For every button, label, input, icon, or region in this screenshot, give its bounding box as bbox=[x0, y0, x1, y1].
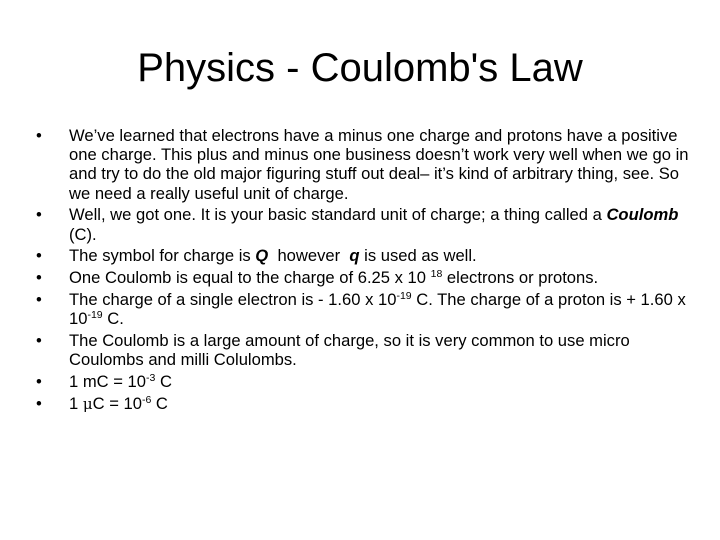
bullet-text: The symbol for charge is bbox=[69, 246, 256, 266]
bullet-text: C. bbox=[102, 309, 124, 329]
bullet-item bbox=[36, 394, 690, 414]
bullet-text: 1 bbox=[69, 393, 83, 413]
micro-symbol: μ bbox=[82, 394, 93, 413]
bullet-item bbox=[36, 126, 690, 203]
bullet-item bbox=[36, 372, 690, 391]
bullet-icon: • bbox=[36, 126, 42, 145]
bullet-text: C = 10 bbox=[92, 393, 142, 413]
bullet-icon: • bbox=[36, 393, 42, 413]
charge-symbol-lower: q bbox=[349, 246, 360, 266]
bullet-icon: • bbox=[36, 246, 42, 266]
bullet-text: Well, we got one. It is your basic standard unit of charge; a thing called a bbox=[69, 205, 607, 225]
bullet-text: C. The charge of a proton is + 1.60 x 10 bbox=[69, 290, 686, 329]
bullet-text: The Coulomb is a large amount of charge, so it is very common to use micro Coulombs and milli Colulombs. bbox=[69, 331, 630, 370]
bullet-text: C bbox=[155, 372, 172, 391]
bullet-text: C bbox=[151, 393, 168, 413]
exponent: -19 bbox=[396, 290, 412, 302]
exponent: -3 bbox=[146, 372, 156, 384]
bullet-item bbox=[36, 290, 690, 328]
exponent: -19 bbox=[87, 309, 103, 322]
coulomb-term: Coulomb bbox=[606, 205, 679, 225]
bullet-icon: • bbox=[36, 372, 42, 391]
bullet-icon: • bbox=[36, 268, 42, 288]
bullet-text: One Coulomb is equal to the charge of 6.25 x 10 bbox=[69, 268, 431, 288]
bullet-text: electrons or protons. bbox=[442, 268, 599, 288]
bullet-item bbox=[36, 246, 690, 265]
bullet-item bbox=[36, 268, 690, 287]
exponent: -6 bbox=[141, 393, 152, 406]
bullet-text: (C). bbox=[69, 224, 97, 244]
bullet-item bbox=[36, 331, 690, 369]
bullet-text: The charge of a single electron is - 1.60 x 10 bbox=[69, 290, 397, 309]
exponent: 18 bbox=[430, 268, 443, 281]
bullet-icon: • bbox=[36, 331, 42, 350]
bullet-text: 1 mC = 10 bbox=[69, 372, 147, 391]
bullet-text: We’ve learned that electrons have a minus one charge and protons have a positive one charge. This plus and minus one business doesn’t work very well when we go in and try to do the old major figuring stuff out deal– it’s kind of arbitrary thing, see. So we need a really useful unit of charge. bbox=[69, 126, 689, 203]
bullet-icon: • bbox=[36, 205, 42, 225]
bullet-list bbox=[36, 126, 690, 417]
bullet-text: is used as well. bbox=[359, 246, 477, 266]
bullet-icon: • bbox=[36, 290, 42, 309]
bullet-text: however bbox=[268, 246, 350, 266]
charge-symbol-upper: Q bbox=[255, 246, 269, 266]
bullet-item bbox=[36, 205, 690, 243]
slide-title: Physics - Coulomb's Law bbox=[137, 46, 583, 90]
